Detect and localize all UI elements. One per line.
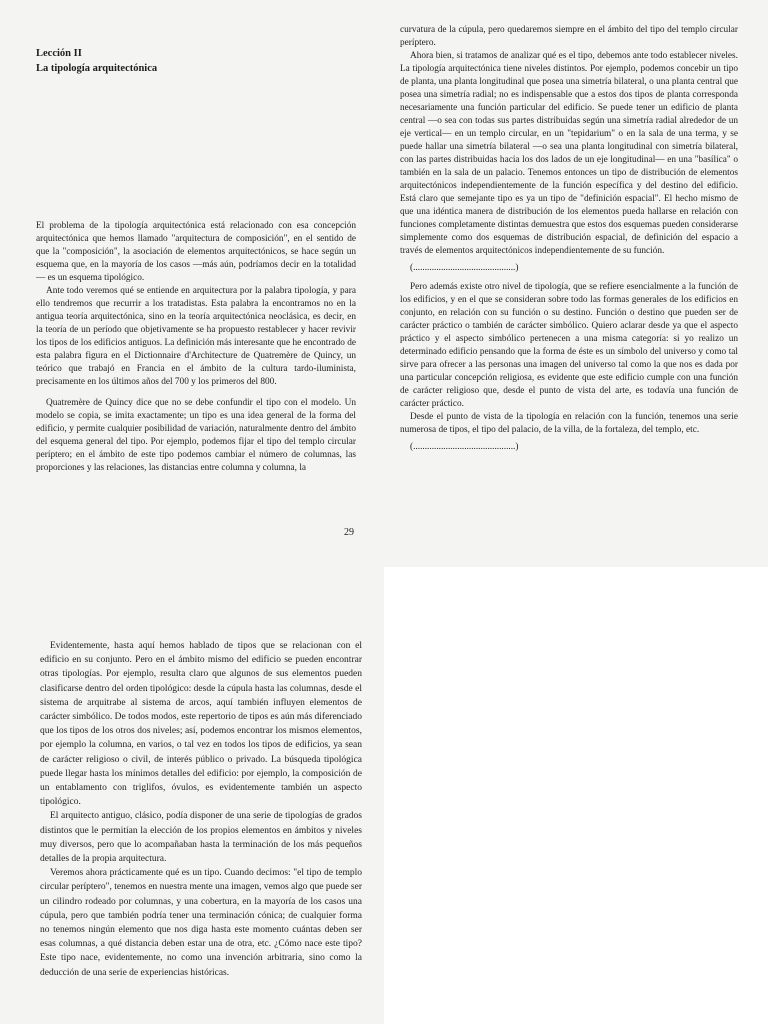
chapter-title: La tipología arquitectónica <box>36 63 158 74</box>
bottom-page-body <box>40 639 362 980</box>
right-page-body <box>400 24 738 460</box>
page-number: 29 <box>344 527 354 538</box>
left-page-body <box>36 220 356 475</box>
paragraph: Desde el punto de vista de la tipología en relación con la función, tenemos una serie numerosa de tipos, el tipo del palacio, de la villa, de la fortaleza, del templo, etc. <box>400 412 738 435</box>
paragraph: curvatura de la cúpula, pero quedaremos siempre en el ámbito del tipo del templo circular períptero. <box>400 25 738 48</box>
paragraph: El problema de la tipología arquitectónica está relacionado con esa concepción arquitectónica que hemos llamado "arquitectura de composición", en el sentido de que la "composición", la asociación de elementos arquitectónicos, se hace según un esquema que, en la mayoría de los casos —más aún, podríamos decir en la totalidad— es un esquema tipológico. <box>36 221 356 283</box>
omission-marker: (............................................) <box>410 442 519 452</box>
paragraph: El arquitecto antiguo, clásico, podía disponer de una serie de tipologías de grados distintos que le permitían la elección de los propios elementos en ámbitos y niveles muy diversos, pero que lo acompañaban hasta la terminación de los más pequeños detalles de la propia arquitectura. <box>40 811 362 865</box>
paragraph: Evidentemente, hasta aquí hemos hablado de tipos que se relacionan con el edificio en su conjunto. Pero en el ámbito mismo del edificio se pueden encontrar otras tipologías. Por ejemplo, resulta claro que algunos de sus elementos pueden clasificarse dentro del orden tipológico: desde la cúpula hasta las columnas, desde el sistema de arquitrabe al sistema de arcos, aquí también influyen elementos de carácter simbólico. De todos modos, este repertorio de tipos es aún más diferenciado que los tipos de los otros dos niveles; así, podemos encontrar los mismos elementos, por ejemplo la columna, en varios, o tal vez en todos los tipos de edificios, ya sean de carácter religioso o civil, de interés público o privado. La búsqueda tipológica puede llegar hasta los mínimos detalles del edificio: por ejemplo, la composición de un entablamento con triglifos, óvulos, es evidentemente también un aspecto tipológico. <box>40 641 362 808</box>
omission-marker: (............................................) <box>410 263 519 273</box>
paragraph: Ahora bien, si tratamos de analizar qué es el tipo, debemos ante todo establecer niveles. La tipología arquitectónica tiene niveles distintos. Por ejemplo, podemos concebir un tipo de planta, una planta longitudinal que posea una simetría bilateral, o una planta central que posea una simetría radial; no es indispensable que a estos dos tipos de planta corresponda necesariamente una función particular del edificio. Se puede tener un edificio de planta central —o sea con todas sus partes distribuidas según una simetría radial alrededor de un eje vertical— en un templo circular, en un "tepidarium" o en la sala de una terma, y se puede hallar una simetría bilateral —o sea una planta longitudinal con simetría bilateral, con las partes distribuidas hacia los dos lados de un eje longitudinal— en una "basílica" o también en la sala de un palacio. Tenemos entonces un tipo de distribución de elementos arquitectónicos independientemente de la función específica y del destino del edificio. Está claro que semejante tipo es ya un tipo de "definición espacial". El hecho mismo de que una idéntica manera de distribución de los elementos pueda hallarse en relación con funciones completamente distintas demuestra que estos dos esquemas pueden considerarse simplemente como dos esquemas de distribución espacial, de definición del espacio a través de elementos arquitectónicos independientemente de su función. <box>400 51 738 256</box>
book-page-right <box>384 0 768 567</box>
paragraph: Pero además existe otro nivel de tipología, que se refiere esencialmente a la función de los edificios, y en el que se consideran sobre todo las formas generales de los edificios en conjunto, en relación con su función o su destino. Función o destino que pueden ser de carácter práctico o también de carácter simbólico. Quiero aclarar desde ya que el aspecto práctico y el aspecto simbólico pertenecen a una misma categoría: si yo realizo un determinado edificio pensando que la forma de éste es un símbolo del universo y como tal sirve para ofrecer a las personas una imagen del universo tal como la que nos es dada por una particular concepción religiosa, es evidente que este edificio cumple con una función de carácter religioso que, desde el punto de vista del arte, es todavía una función de carácter práctico. <box>400 282 738 409</box>
book-page-left <box>0 0 384 567</box>
paragraph: Veremos ahora prácticamente qué es un tipo. Cuando decimos: "el tipo de templo circular períptero", tenemos en nuestra mente una imagen, vemos algo que puede ser un cilindro rodeado por columnas, y una cobertura, en la mayoría de los casos una cúpula, pero que también podría tener una terminación cónica; de cualquier forma no tenemos ningún elemento que nos diga hasta este momento cuántas deben ser esas columnas, a qué distancia deben estar una de otra, etc. ¿Cómo nace este tipo? Este tipo nace, evidentemente, no como una invención arbitraria, sino como la deducción de una serie de experiencias históricas. <box>40 868 363 978</box>
paragraph: Ante todo veremos qué se entiende en arquitectura por la palabra tipología, y para ello tendremos que recurrir a los tratadistas. Esta palabra la encontramos no en la antigua teoría arquitectónica, sino en la teoría arquitectónica neoclásica, es decir, en la teoría de un período que objetivamente se ha propuesto restablecer y hacer revivir los tipos de los edificios antiguos. La definición más interesante que he encontrado de esta palabra figura en el Dictionnaire d'Architecture de Quatremère de Quincy, un teórico que trabajó en Francia en el ámbito de la cultura tardo-iluminista, precisamente en los últimos años del 700 y los primeros del 800. <box>36 286 356 387</box>
book-page-bottom <box>0 567 384 1024</box>
paragraph: Quatremère de Quincy dice que no se debe confundir el tipo con el modelo. Un modelo se copia, se imita exactamente; un tipo es una idea general de la forma del edificio, y permite cualquier posibilidad de variación, naturalmente dentro del ámbito del esquema general del tipo. Por ejemplo, podemos fijar el tipo del templo circular períptero; en el ámbito de este tipo podemos cambiar el número de columnas, las proporciones y las relaciones, las distancias entre columna y columna, la <box>36 398 356 473</box>
lesson-number: Lección II <box>36 48 82 59</box>
